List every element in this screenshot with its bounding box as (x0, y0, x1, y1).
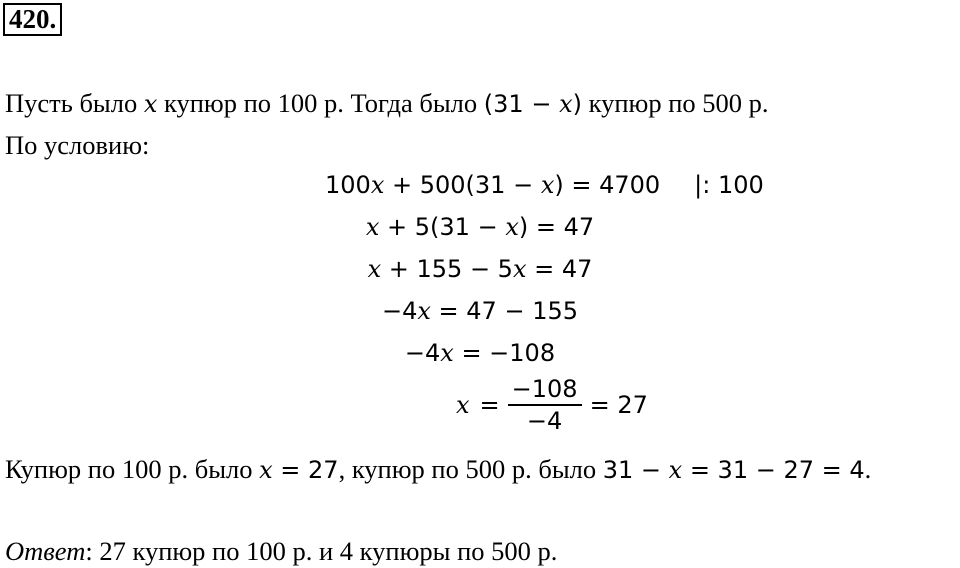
eq3-var-x-2: x (512, 255, 527, 283)
answer-label: Ответ (5, 536, 86, 566)
eq1-coef: 100 (325, 171, 371, 199)
eq5-end: = −108 (453, 339, 556, 367)
answer-line (5, 534, 557, 568)
eq3-var-x: x (367, 255, 382, 283)
equation-5 (0, 336, 960, 370)
eq4-end: = 47 − 155 (430, 297, 579, 325)
conclusion-math-1: = 27 (272, 456, 339, 484)
eq2-end: ) = 47 (518, 213, 595, 241)
conclusion-text-2: , купюр по 500 р. было (338, 454, 603, 484)
eq2-var-x-2: x (505, 213, 519, 241)
eq5-var-x: x (440, 339, 454, 367)
intro-var-x-2: x (559, 90, 573, 118)
eq2-var-x: x (365, 213, 380, 241)
intro-math-1: (31 − (483, 90, 560, 118)
eq4-coef: −4 (381, 297, 418, 325)
equation-4 (0, 294, 960, 328)
eq4-var-x: x (417, 297, 431, 325)
equation-2 (0, 210, 960, 244)
eq3-end: = 47 (526, 255, 593, 283)
eq6-fraction (508, 374, 582, 436)
conclusion-var-x: x (259, 456, 273, 484)
equation-6 (456, 374, 648, 436)
equation-3 (0, 252, 960, 286)
intro-var-x: x (143, 90, 158, 118)
eq1-middle: + 500(31 − (384, 171, 541, 199)
eq5-coef: −4 (404, 339, 441, 367)
eq1-end: ) = 4700 (554, 171, 661, 199)
intro-text-1: Пусть было (5, 88, 144, 118)
conclusion-math-2: 31 − (602, 456, 669, 484)
answer-text: : 27 купюр по 100 р. и 4 купюры по 500 р. (85, 536, 558, 566)
conclusion-text-3: . (864, 454, 872, 484)
eq2-middle: + 5(31 − (379, 213, 506, 241)
conclusion-var-x-2: x (668, 456, 683, 484)
intro-line (5, 86, 769, 121)
intro-math-2: ) (572, 90, 582, 118)
eq6-var-x: x (456, 391, 470, 419)
eq6-numerator: −108 (511, 375, 578, 403)
eq1-var-x-2: x (540, 171, 555, 199)
conclusion-text-1: Купюр по 100 р. было (5, 454, 260, 484)
eq1-var-x: x (370, 171, 385, 199)
eq6-equals: = (479, 391, 500, 419)
conclusion-line (5, 452, 871, 487)
eq6-denominator: −4 (526, 407, 563, 435)
intro-text-3: купюр по 500 р. (582, 88, 769, 118)
equation-1 (325, 168, 764, 202)
intro-text-2: купюр по 100 р. Тогда было (157, 88, 484, 118)
eq6-result: = 27 (589, 391, 648, 419)
eq1-divide-note: |: 100 (694, 171, 764, 199)
problem-number: 420. (3, 3, 62, 36)
condition-label: По условию: (5, 130, 150, 160)
eq3-middle: + 155 − 5 (381, 255, 513, 283)
conclusion-math-3: = 31 − 27 = 4 (682, 456, 865, 484)
